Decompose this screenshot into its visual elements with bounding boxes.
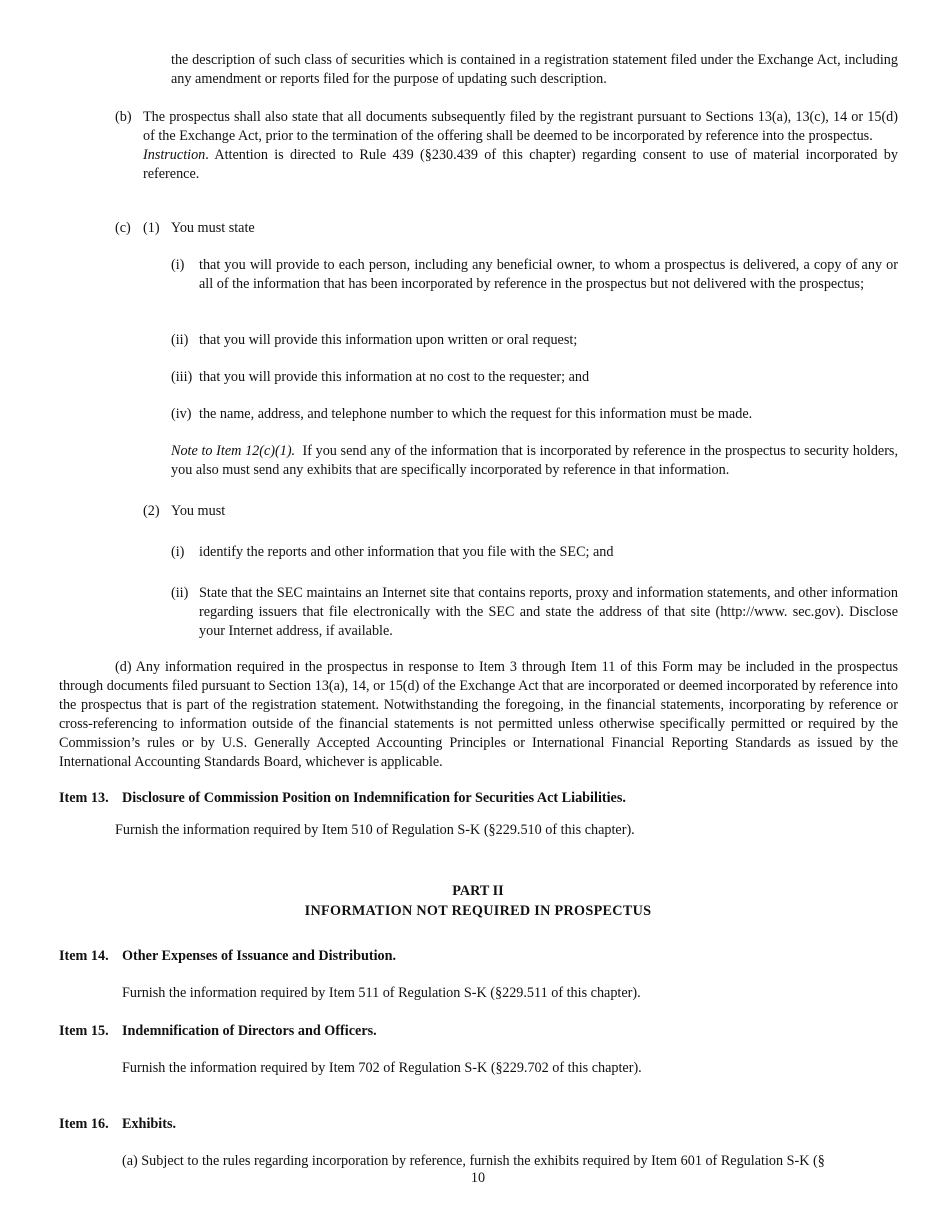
item-c1-text: You must state: [171, 220, 255, 236]
item-15-body: Furnish the information required by Item 702 of Regulation S-K (§229.702 of this chapter).: [122, 1060, 642, 1076]
item-c2-i-text: identify the reports and other information that you file with the SEC; and: [199, 544, 614, 560]
item-14-heading: [59, 947, 919, 966]
item-c1-iii-label: (iii): [171, 369, 193, 385]
item-c1-ii-label: (ii): [171, 332, 189, 348]
note-text: If you send any of the information that is incorporated by reference in the prospectus to security holders, you also must send any exhibits that are specifically incorporated by reference in that information.: [171, 443, 899, 478]
item-15-title: Indemnification of Directors and Officers.: [122, 1023, 377, 1039]
item-b: [143, 108, 898, 184]
item-13-body: Furnish the information required by Item 510 of Regulation S-K (§229.510 of this chapter).: [115, 822, 635, 838]
intro-continuation: the description of such class of securities which is contained in a registration statement filed under the Exchange Act, including any amendment or reports filed for the purpose of updating such description.: [171, 52, 898, 87]
item-c1-iv-text: the name, address, and telephone number to which the request for this information must be made.: [199, 406, 753, 422]
item-13-number: Item 13.: [59, 790, 109, 806]
item-16-number: Item 16.: [59, 1116, 109, 1132]
item-16-body: (a) Subject to the rules regarding incorporation by reference, furnish the exhibits required by Item 601 of Regulation S-K (§: [122, 1153, 825, 1169]
item-c2-label: (2): [143, 503, 160, 519]
item-15-number: Item 15.: [59, 1023, 109, 1039]
note-label: Note to Item 12(c)(1).: [171, 443, 296, 459]
item-c2-ii-text: State that the SEC maintains an Internet site that contains reports, proxy and information statements, and other information regarding issuers that file electronically with the SEC and state the address of that site (http://www. sec.gov). Disclose your Internet address, if available.: [199, 585, 898, 639]
part-2-subtitle: INFORMATION NOT REQUIRED IN PROSPECTUS: [304, 903, 652, 919]
item-14-number: Item 14.: [59, 948, 109, 964]
item-c1-ii-text: that you will provide this information upon written or oral request;: [199, 332, 578, 348]
item-d-paragraph: (d) Any information required in the prospectus in response to Item 3 through Item 11 of this Form may be included in the prospectus through documents filed pursuant to Section 13(a), 14, or 15(d) of the Exchange Act that are incorporated or deemed incorporated by reference into the prospectus that is part of the registration statement. Notwithstanding the foregoing, in the financial statements, incorporating by reference or cross-referencing to information outside of the financial statements is not permitted unless otherwise specifically permitted or required by the Commission’s rules or by U.S. Generally Accepted Accounting Principles or International Financial Reporting Standards as issued by the International Accounting Standards Board, whichever is applicable.: [59, 659, 898, 770]
item-c2-ii-label: (ii): [171, 585, 189, 601]
item-16-title: Exhibits.: [122, 1116, 177, 1132]
item-c1-i-label: (i): [171, 257, 185, 273]
item-c1-label: (1): [143, 220, 160, 236]
item-c2-i-label: (i): [171, 544, 185, 560]
note-item-12c1: [171, 442, 898, 480]
instruction-text: . Attention is directed to Rule 439 (§230.439 of this chapter) regarding consent to use of material incorporated by reference.: [143, 147, 898, 182]
item-c-label: (c): [115, 220, 131, 236]
item-c1-i-text: that you will provide to each person, including any beneficial owner, to whom a prospectus is delivered, a copy of any or all of the information that has been incorporated by reference in the prospectus but not delivered with the prospectus;: [199, 257, 898, 292]
item-13-heading: [59, 789, 919, 808]
item-13-title: Disclosure of Commission Position on Indemnification for Securities Act Liabilities.: [122, 790, 626, 806]
item-b-text: The prospectus shall also state that all documents subsequently filed by the registrant pursuant to Sections 13(a), 13(c), 14 or 15(d) of the Exchange Act, prior to the termination of the offering shall be deemed to be incorporated by reference into the prospectus.: [143, 109, 898, 144]
item-16-heading: [59, 1115, 919, 1134]
item-15-heading: [59, 1022, 919, 1041]
item-c1-iv-label: (iv): [171, 406, 192, 422]
page-number: 10: [470, 1170, 486, 1186]
instruction-label: Instruction: [143, 147, 206, 163]
item-14-body: Furnish the information required by Item 511 of Regulation S-K (§229.511 of this chapter).: [122, 985, 641, 1001]
item-c2-text: You must: [171, 503, 226, 519]
item-c1-iii-text: that you will provide this information at no cost to the requester; and: [199, 369, 590, 385]
item-b-label: (b): [115, 109, 132, 125]
part-2-title: PART II: [452, 883, 504, 899]
item-14-title: Other Expenses of Issuance and Distribution.: [122, 948, 397, 964]
